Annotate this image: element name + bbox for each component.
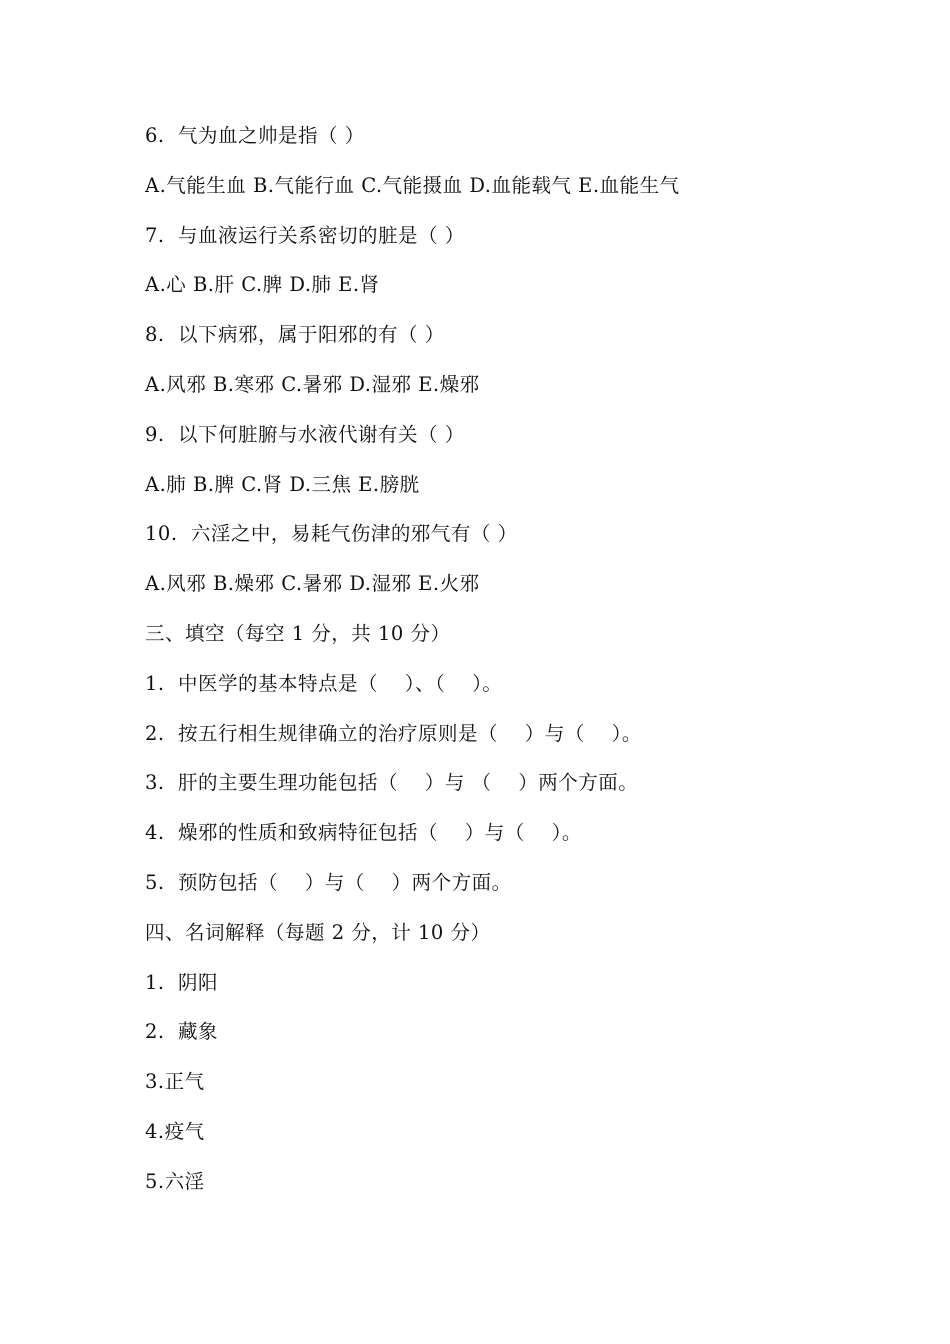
fill-in-4: 4. 燥邪的性质和致病特征包括（ ）与（ ）。 bbox=[145, 821, 582, 845]
question-9: 9. 以下何脏腑与水液代谢有关（ ） bbox=[145, 422, 465, 446]
question-10-options: A.风邪 B.燥邪 C.暑邪 D.湿邪 E.火邪 bbox=[145, 572, 480, 596]
question-6-options: A.气能生血 B.气能行血 C.气能摄血 D.血能载气 E.血能生气 bbox=[145, 173, 680, 197]
section-term-explanation-heading: 四、名词解释（每题 2 分，计 10 分） bbox=[145, 920, 491, 944]
question-6: 6. 气为血之帅是指（ ） bbox=[145, 124, 365, 147]
term-3: 3.正气 bbox=[145, 1070, 205, 1094]
question-10: 10. 六淫之中，易耗气伤津的邪气有（ ） bbox=[145, 522, 518, 546]
term-5: 5.六淫 bbox=[145, 1169, 205, 1193]
term-2: 2. 藏象 bbox=[145, 1020, 219, 1044]
fill-in-3: 3. 肝的主要生理功能包括（ ）与 （ ）两个方面。 bbox=[145, 771, 639, 795]
fill-in-2: 2. 按五行相生规律确立的治疗原则是（ ）与（ ）。 bbox=[145, 721, 642, 745]
term-4: 4.疫气 bbox=[145, 1119, 205, 1143]
question-7: 7. 与血液运行关系密切的脏是（ ） bbox=[145, 223, 465, 247]
section-fill-in-heading: 三、填空（每空 1 分，共 10 分） bbox=[145, 621, 451, 645]
fill-in-1: 1. 中医学的基本特点是（ ）、（ ）。 bbox=[145, 671, 503, 695]
fill-in-5: 5. 预防包括（ ）与（ ）两个方面。 bbox=[145, 870, 512, 894]
question-8-options: A.风邪 B.寒邪 C.暑邪 D.湿邪 E.燥邪 bbox=[145, 372, 480, 396]
question-9-options: A.肺 B.脾 C.肾 D.三焦 E.膀胱 bbox=[145, 472, 420, 496]
term-1: 1. 阴阳 bbox=[145, 970, 219, 994]
question-7-options: A.心 B.肝 C.脾 D.肺 E.肾 bbox=[145, 273, 380, 297]
question-8: 8. 以下病邪，属于阳邪的有（ ） bbox=[145, 323, 445, 347]
document-content bbox=[145, 111, 905, 1207]
